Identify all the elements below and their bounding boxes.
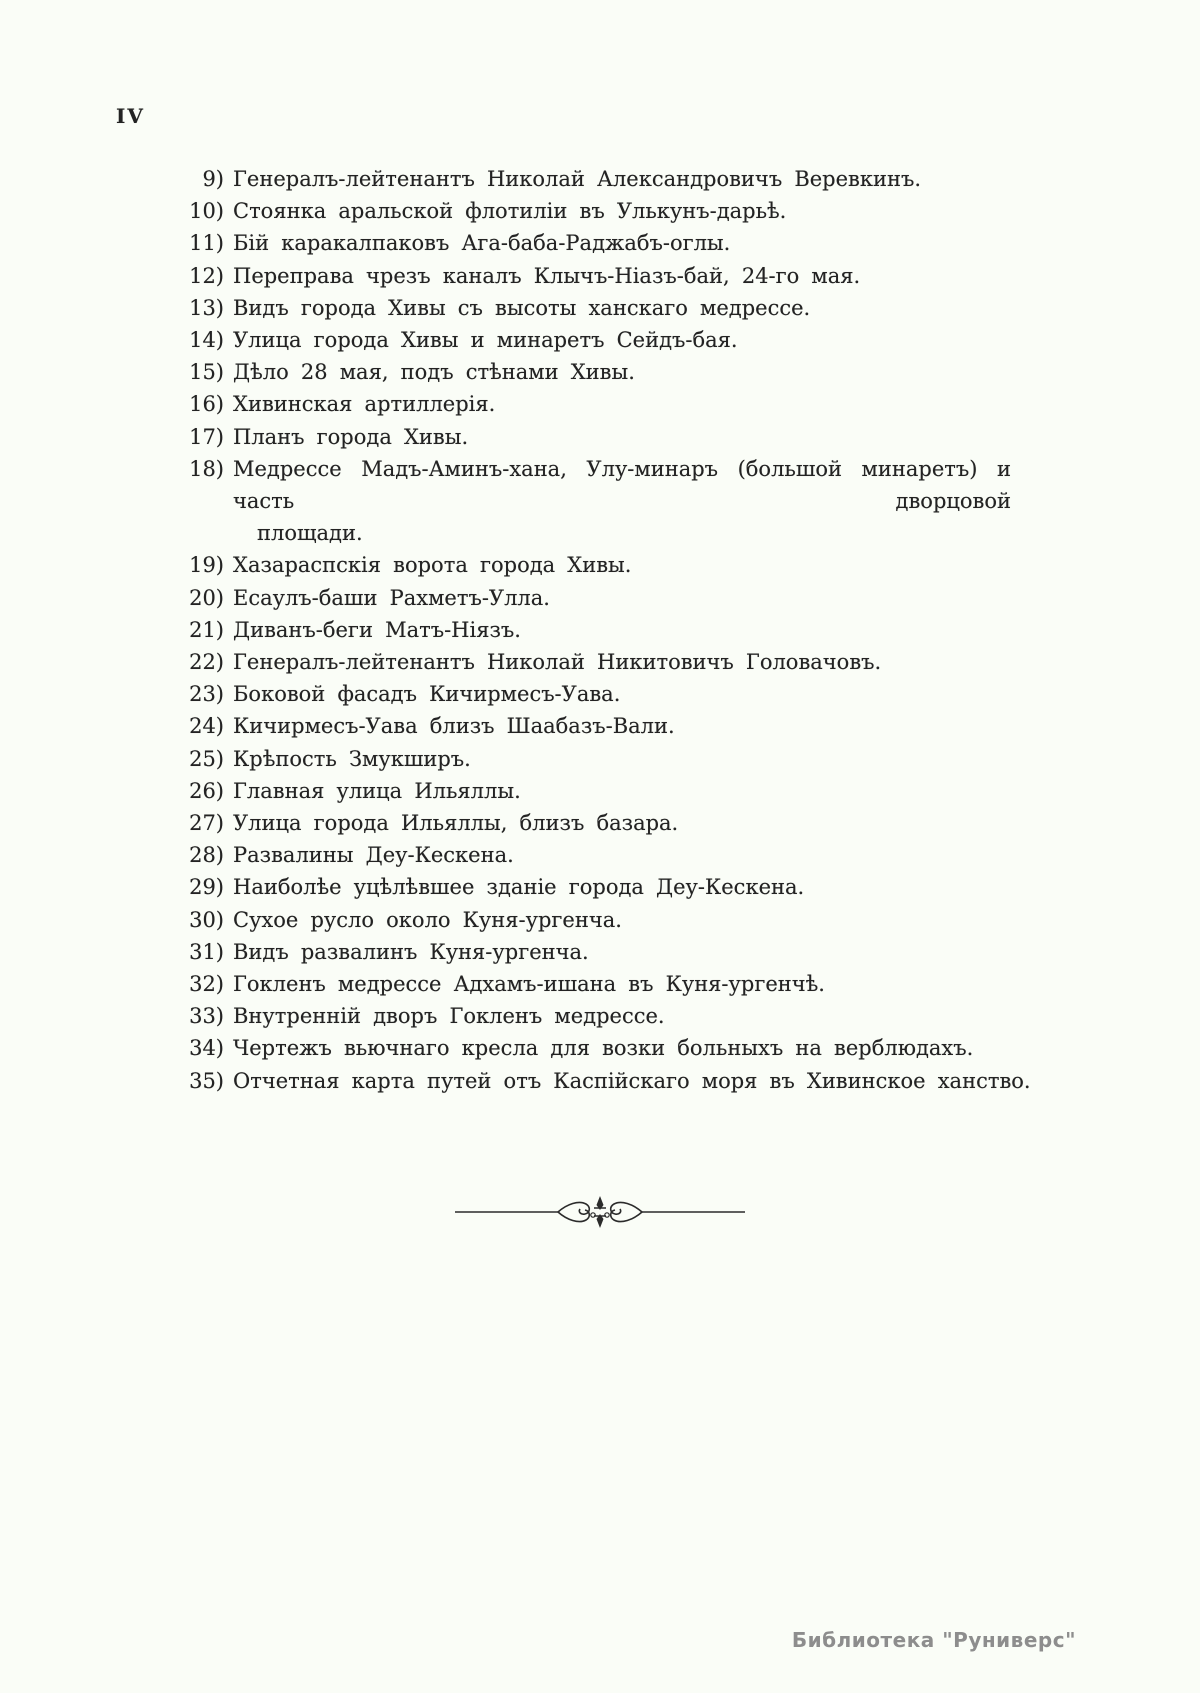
item-number: 33) xyxy=(189,1004,224,1029)
item-text: Боковой фасадъ Кичирмесъ-Уава. xyxy=(233,682,621,707)
list-item xyxy=(178,646,1028,678)
list-item xyxy=(178,582,1028,614)
item-number: 28) xyxy=(189,843,224,868)
item-text: Кичирмесъ-Уава близъ Шаабазъ-Вали. xyxy=(233,714,675,739)
list-item xyxy=(178,968,1028,1000)
item-number: 10) xyxy=(189,199,224,224)
item-number: 31) xyxy=(189,939,224,964)
list-item-continuation xyxy=(178,517,1028,549)
item-text: Улица города Хивы и минаретъ Сейдъ-бая. xyxy=(233,328,738,353)
item-text: Медрессе Мадъ-Аминъ-хана, Улу-минаръ (большой минаретъ) и часть дворцовой xyxy=(233,456,1011,514)
list-item xyxy=(178,614,1028,646)
item-number: 35) xyxy=(189,1068,224,1093)
item-number: 14) xyxy=(189,328,224,353)
item-text: Улица города Ильяллы, близъ базара. xyxy=(233,811,679,836)
item-text: Крѣпость Змукширъ. xyxy=(233,746,471,771)
list-item xyxy=(178,839,1028,871)
item-text: Дѣло 28 мая, подъ стѣнами Хивы. xyxy=(233,360,635,385)
item-text: Стоянка аральской флотиліи въ Улькунъ-дарьѣ. xyxy=(233,199,787,224)
item-text-continuation: площади. xyxy=(257,521,363,546)
list-item xyxy=(178,1065,1031,1097)
item-number: 19) xyxy=(189,553,224,578)
library-watermark: Библиотека "Руниверс" xyxy=(791,1628,1076,1652)
list-item xyxy=(178,743,1028,775)
item-number: 26) xyxy=(189,778,224,803)
item-number: 25) xyxy=(189,746,224,771)
item-number: 17) xyxy=(189,424,224,449)
item-text: Видъ города Хивы съ высоты ханскаго медрессе. xyxy=(233,295,811,320)
list-item xyxy=(178,453,1028,517)
item-text: Генералъ-лейтенантъ Николай Никитовичъ Головачовъ. xyxy=(233,650,882,675)
item-text: Есаулъ-баши Рахметъ-Улла. xyxy=(233,585,550,610)
list-item xyxy=(178,163,1028,195)
item-number: 29) xyxy=(189,875,224,900)
list-item xyxy=(178,260,1028,292)
item-text: Развалины Деу-Кескена. xyxy=(233,843,514,868)
item-number: 9) xyxy=(202,167,224,191)
item-text: Наиболѣе уцѣлѣвшее зданіе города Деу-Кескена. xyxy=(233,875,805,900)
item-text: Видъ развалинъ Куня-ургенча. xyxy=(233,939,589,964)
item-number: 27) xyxy=(189,811,224,836)
list-item xyxy=(178,292,1028,324)
item-number: 13) xyxy=(189,295,224,320)
item-text: Сухое русло около Куня-ургенча. xyxy=(233,907,622,932)
item-number: 18) xyxy=(189,456,224,481)
item-number: 21) xyxy=(189,617,224,642)
list-item xyxy=(178,1000,1028,1032)
item-number: 34) xyxy=(189,1036,224,1061)
list-item xyxy=(178,227,1028,259)
list-item xyxy=(178,871,1028,903)
item-text: Бій каракалпаковъ Ага-баба-Раджабъ-оглы. xyxy=(233,231,731,256)
list-item xyxy=(178,678,1028,710)
item-text: Генералъ-лейтенантъ Николай Александровичъ Веревкинъ. xyxy=(233,167,922,191)
item-number: 12) xyxy=(189,263,224,288)
item-text: Переправа чрезъ каналъ Клычъ-Ніазъ-бай, 24-го мая. xyxy=(233,263,861,288)
fleuron-divider-icon xyxy=(455,1192,745,1232)
list-item xyxy=(178,388,1028,420)
list-item xyxy=(178,421,1028,453)
item-text: Внутренній дворъ Гокленъ медрессе. xyxy=(233,1004,665,1029)
item-number: 16) xyxy=(189,392,224,417)
list-item xyxy=(178,356,1028,388)
item-text: Планъ города Хивы. xyxy=(233,424,469,449)
item-text: Отчетная карта путей отъ Каспійскаго моря въ Хивинское ханство. xyxy=(233,1068,1031,1093)
list-item xyxy=(178,1032,1028,1064)
item-number: 32) xyxy=(189,972,224,997)
item-number: 22) xyxy=(189,650,224,675)
item-text: Гокленъ медрессе Адхамъ-ишана въ Куня-ургенчѣ. xyxy=(233,972,825,997)
item-number: 30) xyxy=(189,907,224,932)
list-item xyxy=(178,324,1028,356)
list-item xyxy=(178,549,1028,581)
list-item xyxy=(178,710,1028,742)
list-item xyxy=(178,807,1028,839)
figure-list xyxy=(178,163,1031,1097)
item-text: Чертежъ вьючнаго кресла для возки больныхъ на верблюдахъ. xyxy=(233,1036,974,1061)
item-number: 11) xyxy=(189,231,224,256)
page-number: IV xyxy=(116,104,145,128)
item-number: 23) xyxy=(189,682,224,707)
list-item xyxy=(178,936,1028,968)
item-text: Диванъ-беги Матъ-Ніязъ. xyxy=(233,617,521,642)
list-item xyxy=(178,195,1028,227)
divider-ornament xyxy=(455,1192,745,1232)
list-item xyxy=(178,904,1028,936)
item-number: 24) xyxy=(189,714,224,739)
item-number: 20) xyxy=(189,585,224,610)
item-number: 15) xyxy=(189,360,224,385)
item-text: Хазараспскія ворота города Хивы. xyxy=(233,553,632,578)
list-item xyxy=(178,775,1028,807)
item-text: Хивинская артиллерія. xyxy=(233,392,496,417)
item-text: Главная улица Ильяллы. xyxy=(233,778,521,803)
